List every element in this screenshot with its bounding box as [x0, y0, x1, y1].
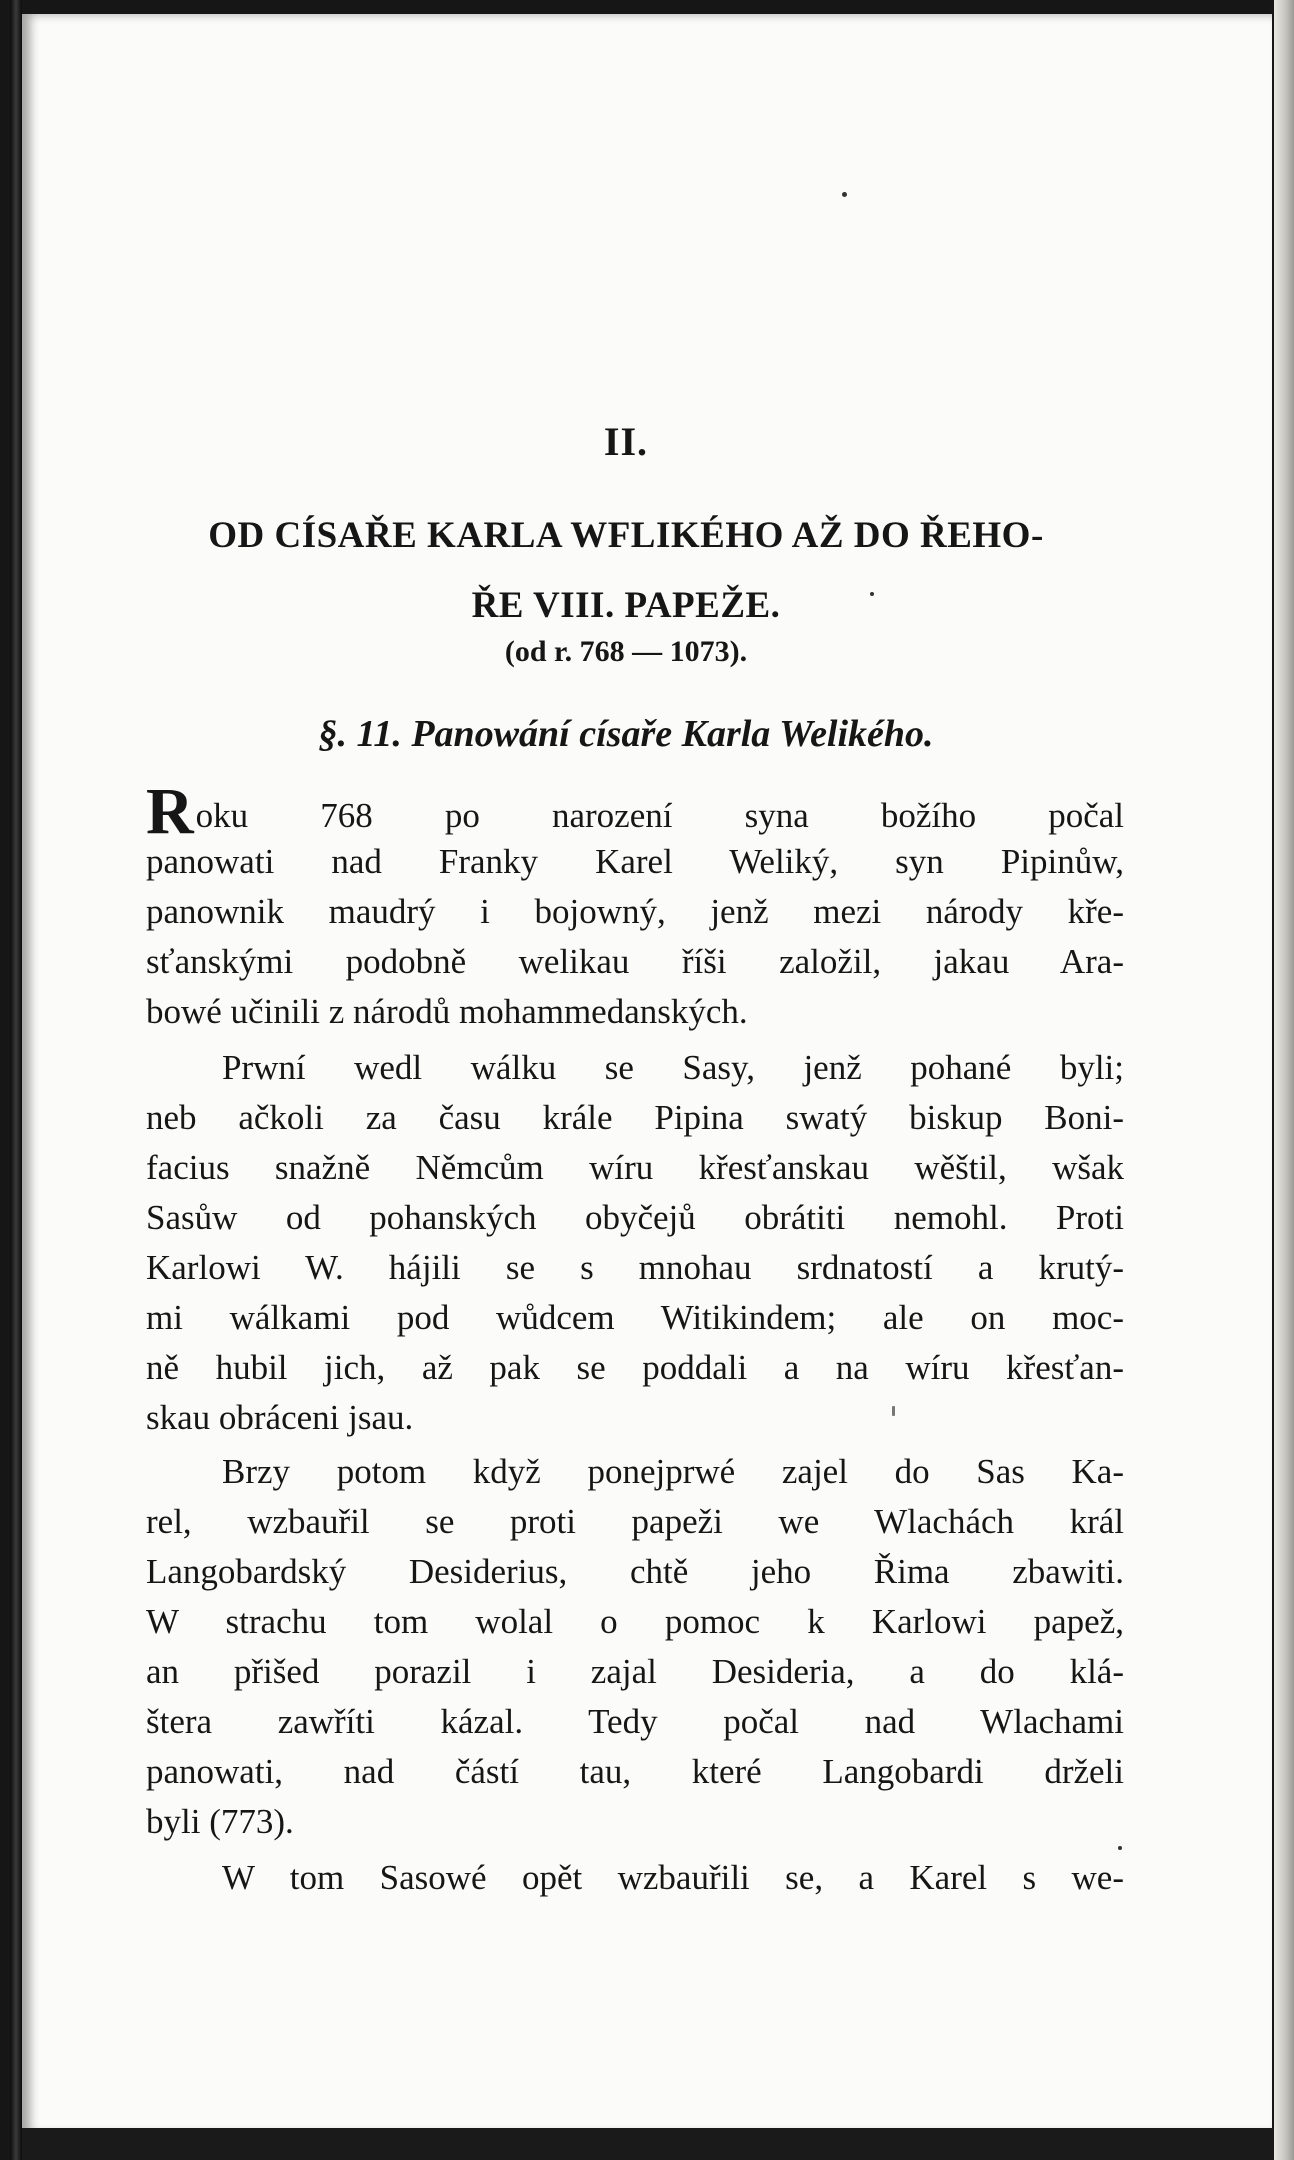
- paragraph-line: mi wálkami pod wůdcem Witikindem; ale on moc-: [146, 1298, 1124, 1337]
- section-number: §. 11.: [318, 713, 402, 755]
- paragraph-line: ně hubil jich, až pak se poddali a na wíru křesťan-: [146, 1348, 1124, 1387]
- paragraph-line: štera zawříti kázal. Tedy počal nad Wlachami: [146, 1702, 1124, 1741]
- paragraph-line: Karlowi W. hájili se s mnohau srdnatostí a krutý-: [146, 1248, 1124, 1287]
- paragraph-line: byli (773).: [146, 1802, 294, 1841]
- paragraph-line: panownik maudrý i bojowný, jenž mezi národy kře-: [146, 892, 1124, 931]
- section-heading: [126, 712, 1126, 756]
- line-text: oku 768 po narození syna božího počal: [195, 796, 1124, 835]
- page-edge: [1274, 0, 1294, 2160]
- paragraph-line: panowati, nad částí tau, které Langobardi drželi: [146, 1752, 1124, 1791]
- paragraph-line: Langobardský Desiderius, chtě jeho Řima zbawiti.: [146, 1552, 1124, 1591]
- ink-speck: [842, 192, 847, 197]
- paragraph-line: neb ačkoli za času krále Pipina swatý biskup Boni-: [146, 1098, 1124, 1137]
- scan-bottom-border: [22, 2128, 1274, 2160]
- paragraph-line: Sasůw od pohanských obyčejů obrátiti nemohl. Proti: [146, 1198, 1124, 1237]
- drop-cap: R: [146, 775, 194, 848]
- paragraph-line: an přišed porazil i zajal Desideria, a do klá-: [146, 1652, 1124, 1691]
- section-title: Panowání císaře Karla Welikého.: [411, 713, 934, 755]
- paragraph-line: facius snažně Němcům wíru křesťanskau wěštil, wšak: [146, 1148, 1124, 1187]
- paragraph-line: skau obráceni jsau.: [146, 1398, 414, 1437]
- ink-speck: [1118, 1846, 1122, 1850]
- chapter-number: II.: [603, 419, 649, 464]
- chapter-title-line-2: ŘE VIII. PAPEŽE.: [471, 585, 781, 626]
- book-spine: [10, 0, 22, 2160]
- paragraph-line: Prwní wedl wálku se Sasy, jenž pohané byli;: [222, 1048, 1124, 1087]
- book-page: [22, 14, 1272, 2134]
- paragraph-line: Brzy potom když ponejprwé zajel do Sas Ka-: [222, 1452, 1124, 1491]
- paragraph-line: panowati nad Franky Karel Weliký, syn Pipinůw,: [146, 842, 1124, 881]
- paragraph-line: W strachu tom wolal o pomoc k Karlowi papež,: [146, 1602, 1124, 1641]
- paragraph-line: [146, 775, 1124, 848]
- paragraph-line: rel, wzbauřil se proti papeži we Wlachách král: [146, 1502, 1124, 1541]
- paragraph-line: W tom Sasowé opět wzbauřili se, a Karel s we-: [222, 1858, 1124, 1897]
- chapter-title-line-1: OD CÍSAŘE KARLA WFLIKÉHO AŽ DO ŘEHO-: [208, 515, 1044, 556]
- paragraph-line: sťanskými podobně welikau říši založil, jakau Ara-: [146, 942, 1124, 981]
- chapter-date-range: (od r. 768 — 1073).: [504, 635, 748, 668]
- paragraph-line: bowé učinili z národů mohammedanských.: [146, 992, 748, 1031]
